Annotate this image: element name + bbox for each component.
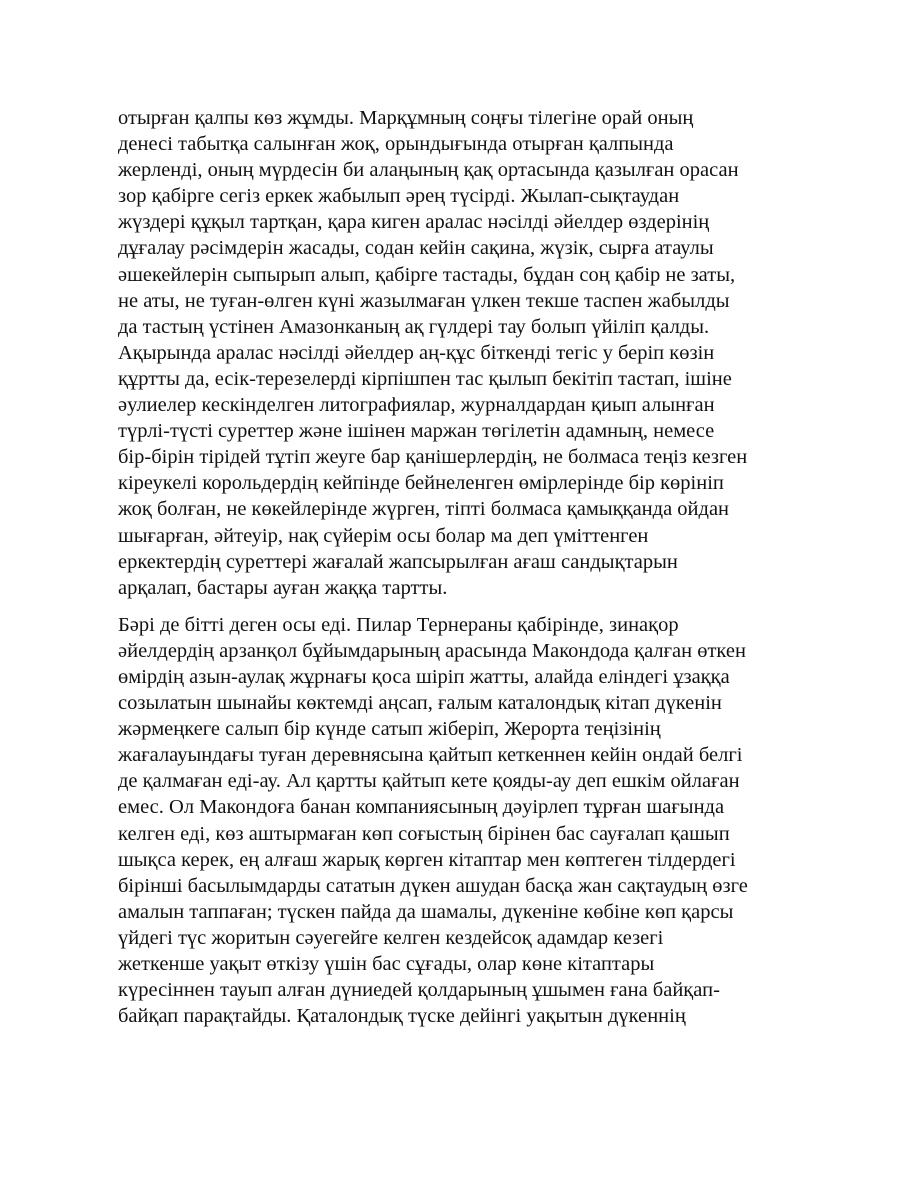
text-line: зор қабірге сегіз еркек жабылып әрең түсірді. Жылап-сықтаудан [118,185,680,208]
text-line: шығарған, әйтеуір, нақ сүйерім осы болар ма деп үміттенген [118,524,649,547]
text-line: емес. Ол Макондоға банан компаниясының дәуірлеп тұрған шағында [118,796,725,819]
text-line: үйдегі түс жоритын сәуегейге келген кездейсоқ адамдар кезегі [118,926,664,949]
body-text [118,105,818,1029]
text-line: құртты да, есік-терезелерді кірпішпен тас қылып бекітіп тастап, ішіне [118,367,732,390]
text-line: отырған қалпы көз жұмды. Марқұмның соңғы тілегіне орай оның [118,107,694,129]
text-line: созылатын шынайы көктемді аңсап, ғалым каталондық кітап дүкенін [118,692,722,715]
text-line: денесі табытқа салынған жоқ, орындығында отырған қалпында [118,133,674,156]
text-line: жүздері құқыл тартқан, қара киген аралас нәсілді әйелдер өздерінің [118,211,710,234]
text-line: амалын таппаған; түскен пайда да шамалы, дүкеніне көбіне көп қарсы [118,900,734,923]
text-line: әйелдердің арзанқол бұйымдарының арасында Макондода қалған өткен [118,639,746,662]
paragraph-2 [118,612,818,1030]
text-line: бір-бірін тірідей тұтіп жеуге бар қанішерлердің, не болмаса теңіз кезген [118,446,748,469]
text-line: еркектердің суреттері жағалай жапсырылған ағаш сандықтарын [118,550,678,573]
text-line: шықса керек, ең алғаш жарық көрген кітаптар мен көптеген тілдердегі [118,848,736,871]
text-line: жағалауындағы туған деревнясына қайтып кеткеннен кейін ондай белгі [118,744,743,767]
text-line: да тастың үстінен Амазонканың ақ гүлдері тау болып үйіліп қалды. [118,315,710,338]
text-line: әулиелер кескінделген литографиялар, журналдардан қиып алынған [118,394,715,417]
text-line: Бәрі де бітті деген осы еді. Пилар Тернераны қабірінде, зинақор [118,613,679,636]
text-line: бірінші басылымдарды сататын дүкен ашудан басқа жан сақтаудың өзге [118,874,748,897]
text-line: кіреукелі корольдердің кейпінде бейнеленген өмірлерінде бір көрініп [118,472,724,495]
text-line: өмірдің азын-аулақ жұрнағы қоса шіріп жатты, алайда еліндегі ұзаққа [118,665,730,688]
text-line: жәрмеңкеге салып бір күнде сатып жіберіп, Жерорта теңізінің [118,718,661,741]
text-line: байқап парақтайды. Қаталондық түске дейінгі уақытын дүкеннің [118,1005,686,1028]
text-line: де қалмаған еді-ау. Ал қартты қайтып кете қояды-ау деп ешкім ойлаған [118,770,740,793]
text-line: арқалап, бастары ауған жаққа тартты. [118,576,448,599]
text-line: жеткенше уақыт өткізу үшін бас сұғады, олар көне кітаптары [118,953,655,975]
text-line: күресіннен тауып алған дүниедей қолдарының ұшымен ғана байқап- [118,979,720,1002]
text-line: түрлі-түсті суреттер және ішінен маржан төгілетін адамның, немесе [118,420,715,443]
text-line: дұғалау рәсімдерін жасады, содан кейін сақина, жүзік, сырға атаулы [118,237,714,260]
text-line: жерленді, оның мүрдесін би алаңының қақ ортасында қазылған орасан [118,159,739,182]
text-line: жоқ болған, не көкейлерінде жүрген, тіпті болмаса қамыққанда ойдан [118,498,730,521]
text-line: келген еді, көз аштырмаған көп соғыстың бірінен бас сауғалап қашып [118,822,730,845]
paragraph-1 [118,105,818,601]
text-line: әшекейлерін сыпырып алып, қабірге тастады, бұдан соң қабір не заты, [118,263,736,286]
text-line: не аты, не туған-өлген күні жазылмаған үлкен текше таспен жабылды [118,289,730,312]
text-line: Ақырында аралас нәсілді әйелдер аң-құс біткенді тегіс у беріп көзін [118,341,715,364]
